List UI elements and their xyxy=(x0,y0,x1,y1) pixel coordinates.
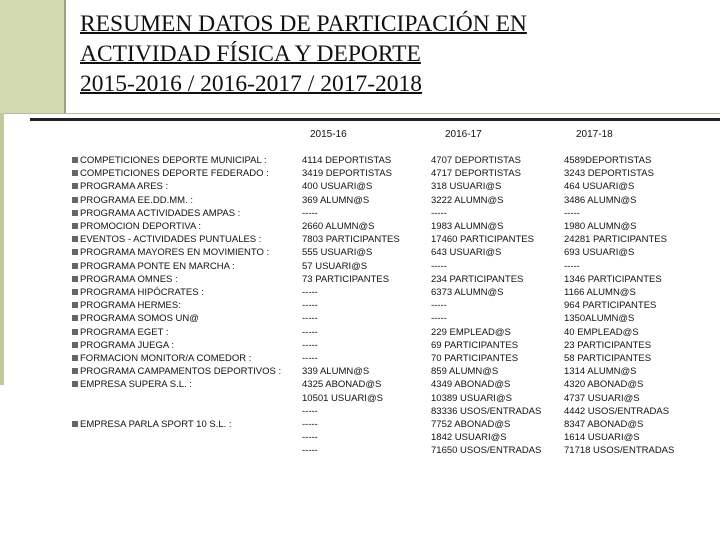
title-line: 2015-2016 / 2016-2017 / 2017-2018 xyxy=(80,71,423,97)
table-row xyxy=(0,194,720,207)
table-row xyxy=(0,260,720,273)
row-label: PROGRAMA HERMES: xyxy=(80,300,181,312)
bullet-square xyxy=(72,183,78,189)
title-line: ACTIVIDAD FÍSICA Y DEPORTE xyxy=(80,41,421,67)
cell-2016-17: ----- xyxy=(431,300,447,312)
cell-2016-17: 17460 PARTICIPANTES xyxy=(431,234,534,246)
title-underline-rule xyxy=(30,118,720,121)
bullet-square xyxy=(72,342,78,348)
row-label: PROGRAMA EE.DD.MM. : xyxy=(80,194,193,206)
table-row xyxy=(0,286,720,299)
row-label: PROGRAMA OMNES : xyxy=(80,273,178,285)
cell-2015-16: 555 USUARI@S xyxy=(302,247,373,259)
cell-2016-17: 4707 DEPORTISTAS xyxy=(431,155,521,166)
cell-2016-17: 7752 ABONAD@S xyxy=(431,419,511,430)
cell-2017-18: 4737 USUARI@S xyxy=(564,392,640,404)
cell-2016-17: 6373 ALUMN@S xyxy=(431,287,504,298)
bullet-square xyxy=(72,263,78,269)
cell-2016-17: 643 USUARI@S xyxy=(431,247,502,259)
cell-2016-17: 4349 ABONAD@S xyxy=(431,379,511,391)
decorative-strip xyxy=(0,0,64,113)
table-row xyxy=(0,167,720,180)
cell-2017-18: 1980 ALUMN@S xyxy=(564,221,637,232)
bullet-square xyxy=(72,210,78,216)
cell-2015-16: ----- xyxy=(302,339,318,351)
bullet-square xyxy=(72,276,78,282)
cell-2015-16: ----- xyxy=(302,432,318,444)
cell-2016-17: 318 USUARI@S xyxy=(431,181,502,193)
cell-2016-17: 229 EMPLEAD@S xyxy=(431,326,511,338)
cell-2017-18: 4442 USOS/ENTRADAS xyxy=(564,405,670,417)
bullet-square xyxy=(72,197,78,203)
cell-2015-16: ----- xyxy=(302,353,318,364)
cell-2015-16: 10501 USUARI@S xyxy=(302,392,383,404)
bullet-square xyxy=(72,329,78,335)
bullet-square xyxy=(72,368,78,374)
cell-2015-16: ----- xyxy=(302,419,318,430)
cell-2017-18: 3486 ALUMN@S xyxy=(564,194,637,206)
table-row xyxy=(0,246,720,259)
cell-2017-18: 693 USUARI@S xyxy=(564,247,635,259)
cell-2017-18: 40 EMPLEAD@S xyxy=(564,326,639,338)
table-row xyxy=(0,418,720,431)
bullet-square xyxy=(72,355,78,361)
table-row xyxy=(0,431,720,444)
cell-2017-18: 8347 ABONAD@S xyxy=(564,419,644,430)
cell-2017-18: 1350ALUMN@S xyxy=(564,313,635,325)
bullet-square xyxy=(72,170,78,176)
cell-2015-16: 339 ALUMN@S xyxy=(302,366,370,378)
table-row xyxy=(0,326,720,339)
cell-2015-16: 73 PARTICIPANTES xyxy=(302,273,390,285)
cell-2016-17: 71650 USOS/ENTRADAS xyxy=(431,445,542,457)
cell-2015-16: ----- xyxy=(302,445,318,457)
table-row xyxy=(0,392,720,405)
row-label: PROGRAMA JUEGA : xyxy=(80,339,174,351)
cell-2015-16: 3419 DEPORTISTAS xyxy=(302,168,392,180)
title-line: RESUMEN DATOS DE PARTICIPACIÓN EN xyxy=(80,11,527,37)
table-row xyxy=(0,299,720,312)
page-title xyxy=(80,9,700,99)
cell-2017-18: 4320 ABONAD@S xyxy=(564,379,644,391)
cell-2017-18: ----- xyxy=(564,207,580,219)
row-label: PROGRAMA MAYORES EN MOVIMIENTO : xyxy=(80,247,270,259)
row-label: EVENTOS - ACTIVIDADES PUNTUALES : xyxy=(80,234,262,246)
row-label: COMPETICIONES DEPORTE MUNICIPAL : xyxy=(80,155,267,166)
cell-2016-17: ----- xyxy=(431,313,447,325)
bullet-square xyxy=(72,315,78,321)
cell-2015-16: ----- xyxy=(302,326,318,338)
cell-2017-18: 3243 DEPORTISTAS xyxy=(564,168,654,180)
table-row xyxy=(0,154,720,167)
cell-2017-18: 24281 PARTICIPANTES xyxy=(564,234,667,246)
table-row xyxy=(0,444,720,457)
cell-2016-17: ----- xyxy=(431,260,447,272)
cell-2015-16: 369 ALUMN@S xyxy=(302,194,370,206)
cell-2016-17: 1983 ALUMN@S xyxy=(431,221,504,232)
row-label: PROGRAMA HIPÓCRATES : xyxy=(80,287,204,298)
year-header-2016-17: 2016-17 xyxy=(445,129,482,140)
row-label: FORMACION MONITOR/A COMEDOR : xyxy=(80,353,252,364)
table-row xyxy=(0,180,720,193)
cell-2015-16: 4325 ABONAD@S xyxy=(302,379,382,391)
cell-2016-17: 859 ALUMN@S xyxy=(431,366,499,378)
cell-2017-18: 4589DEPORTISTAS xyxy=(564,155,652,166)
row-label: PROGRAMA EGET : xyxy=(80,326,169,338)
table-row xyxy=(0,312,720,325)
cell-2015-16: ----- xyxy=(302,287,318,298)
cell-2016-17: 3222 ALUMN@S xyxy=(431,194,504,206)
table-row xyxy=(0,352,720,365)
bullet-square xyxy=(72,289,78,295)
row-label: EMPRESA SUPERA S.L. : xyxy=(80,379,192,391)
row-label: PROGRAMA ACTIVIDADES AMPAS : xyxy=(80,207,241,219)
cell-2016-17: 1842 USUARI@S xyxy=(431,432,507,444)
bullet-square xyxy=(72,249,78,255)
cell-2017-18: 964 PARTICIPANTES xyxy=(564,300,657,312)
row-label: PROGRAMA SOMOS UN@ xyxy=(80,313,199,325)
cell-2017-18: 71718 USOS/ENTRADAS xyxy=(564,445,675,457)
cell-2017-18: 1314 ALUMN@S xyxy=(564,366,637,378)
cell-2015-16: ----- xyxy=(302,313,318,325)
bullet-square xyxy=(72,381,78,387)
cell-2015-16: 57 USUARI@S xyxy=(302,260,368,272)
table-row xyxy=(0,365,720,378)
cell-2015-16: ----- xyxy=(302,207,318,219)
cell-2017-18: ----- xyxy=(564,260,580,272)
faint-divider xyxy=(0,113,720,114)
table-row xyxy=(0,378,720,391)
cell-2017-18: 1166 ALUMN@S xyxy=(564,287,636,298)
cell-2016-17: ----- xyxy=(431,207,447,219)
cell-2016-17: 69 PARTICIPANTES xyxy=(431,339,519,351)
cell-2015-16: 400 USUARI@S xyxy=(302,181,373,193)
table-row xyxy=(0,233,720,246)
cell-2016-17: 234 PARTICIPANTES xyxy=(431,273,524,285)
cell-2015-16: ----- xyxy=(302,300,318,312)
row-label: PROGRAMA CAMPAMENTOS DEPORTIVOS : xyxy=(80,366,282,378)
cell-2017-18: 464 USUARI@S xyxy=(564,181,635,193)
table-row xyxy=(0,220,720,233)
cell-2015-16: 7803 PARTICIPANTES xyxy=(302,234,400,246)
cell-2016-17: 83336 USOS/ENTRADAS xyxy=(431,405,542,417)
cell-2015-16: ----- xyxy=(302,405,318,417)
cell-2017-18: 1614 USUARI@S xyxy=(564,432,640,444)
year-header-2015-16: 2015-16 xyxy=(310,129,347,140)
table-row xyxy=(0,273,720,286)
bullet-square xyxy=(72,421,78,427)
table-row xyxy=(0,405,720,418)
row-label: PROGRAMA PONTE EN MARCHA : xyxy=(80,260,235,272)
cell-2015-16: 4114 DEPORTISTAS xyxy=(302,155,392,166)
cell-2016-17: 70 PARTICIPANTES xyxy=(431,353,519,364)
bullet-square xyxy=(72,223,78,229)
row-label: PROMOCION DEPORTIVA : xyxy=(80,221,202,232)
title-divider xyxy=(64,0,66,113)
bullet-square xyxy=(72,157,78,163)
cell-2016-17: 4717 DEPORTISTAS xyxy=(431,168,521,180)
year-header-2017-18: 2017-18 xyxy=(576,129,613,140)
cell-2015-16: 2660 ALUMN@S xyxy=(302,221,375,232)
cell-2017-18: 1346 PARTICIPANTES xyxy=(564,273,662,285)
row-label: PROGRAMA ARES : xyxy=(80,181,169,193)
row-label: EMPRESA PARLA SPORT 10 S.L. : xyxy=(80,419,232,430)
table-row xyxy=(0,339,720,352)
table-row xyxy=(0,207,720,220)
bullet-square xyxy=(72,302,78,308)
row-label: COMPETICIONES DEPORTE FEDERADO : xyxy=(80,168,269,180)
bullet-square xyxy=(72,236,78,242)
cell-2016-17: 10389 USUARI@S xyxy=(431,392,512,404)
cell-2017-18: 58 PARTICIPANTES xyxy=(564,353,652,364)
cell-2017-18: 23 PARTICIPANTES xyxy=(564,339,652,351)
